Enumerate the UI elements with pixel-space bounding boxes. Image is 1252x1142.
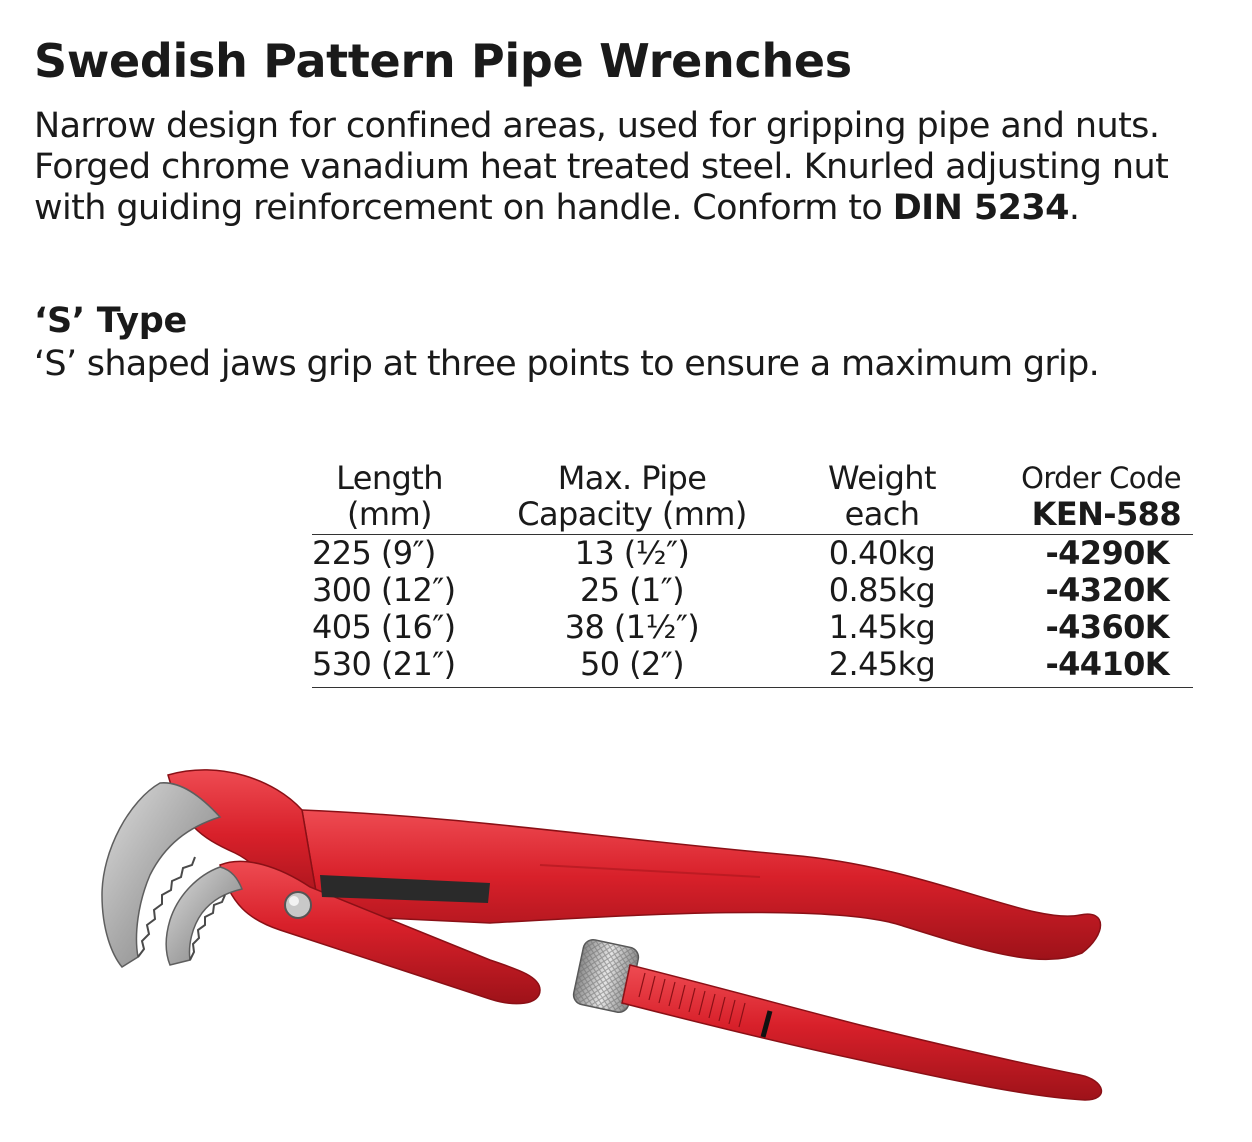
length-cell: 405 (16″): [312, 608, 456, 646]
length-cell: 300 (12″): [312, 571, 456, 609]
order-code-cell: -4320K: [1045, 571, 1169, 609]
threaded-rod: [622, 965, 1101, 1100]
length-header-line-1: Length: [336, 459, 443, 497]
intro-text: Narrow design for confined areas, used for gripping pipe and nuts. Forged chrome vanadium heat treated steel. Knurled adjusting nut with guiding reinforcement on handle. Conform to: [34, 106, 1169, 228]
capacity-header-line-1: Max. Pipe: [557, 459, 707, 497]
length-cell: 530 (21″): [312, 646, 467, 688]
capacity-cell: 13 (½″): [574, 534, 690, 572]
order-code-cell: -4410K: [967, 646, 1193, 688]
order-code-cell: -4290K: [1045, 534, 1169, 572]
type-description: ‘S’ shaped jaws grip at three points to ensure a maximum grip.: [34, 344, 1100, 384]
length-cell: 225 (9″): [312, 534, 436, 572]
order-code-header: [967, 460, 1193, 535]
table-row: [312, 572, 1193, 609]
weight-cell: 2.45kg: [797, 646, 967, 688]
capacity-cell: 50 (2″): [467, 646, 797, 688]
capacity-header: [467, 460, 797, 535]
table-row: [312, 646, 1193, 688]
weight-cell: 0.85kg: [828, 571, 936, 609]
lower-jaw: [166, 867, 242, 965]
spec-table: [312, 460, 1193, 688]
table-row: [312, 609, 1193, 646]
weight-header: [797, 460, 967, 535]
pivot-rivet: [285, 892, 311, 918]
weight-cell: 1.45kg: [828, 608, 936, 646]
type-heading: ‘S’ Type: [34, 301, 187, 341]
weight-header-line-2: each: [844, 495, 920, 533]
length-header: [312, 460, 467, 535]
table-row: [312, 535, 1193, 573]
capacity-header-line-2: Capacity (mm): [517, 495, 747, 533]
length-header-line-2: (mm): [347, 495, 432, 533]
upper-jaw: [102, 783, 220, 967]
intro-end: .: [1068, 188, 1080, 228]
order-code-label: Order Code: [1021, 461, 1181, 495]
order-code-cell: -4360K: [1045, 608, 1169, 646]
capacity-cell: 38 (1½″): [564, 608, 700, 646]
din-standard: DIN 5234: [892, 188, 1069, 228]
weight-header-line-1: Weight: [828, 459, 936, 497]
table-header-row: [312, 460, 1193, 535]
pipe-wrench-image: [70, 755, 1160, 1125]
capacity-cell: 25 (1″): [580, 571, 684, 609]
weight-cell: 0.40kg: [828, 534, 936, 572]
order-code-prefix: KEN-588: [1031, 495, 1181, 533]
intro-paragraph: [34, 106, 1224, 229]
page-title: Swedish Pattern Pipe Wrenches: [34, 34, 852, 88]
